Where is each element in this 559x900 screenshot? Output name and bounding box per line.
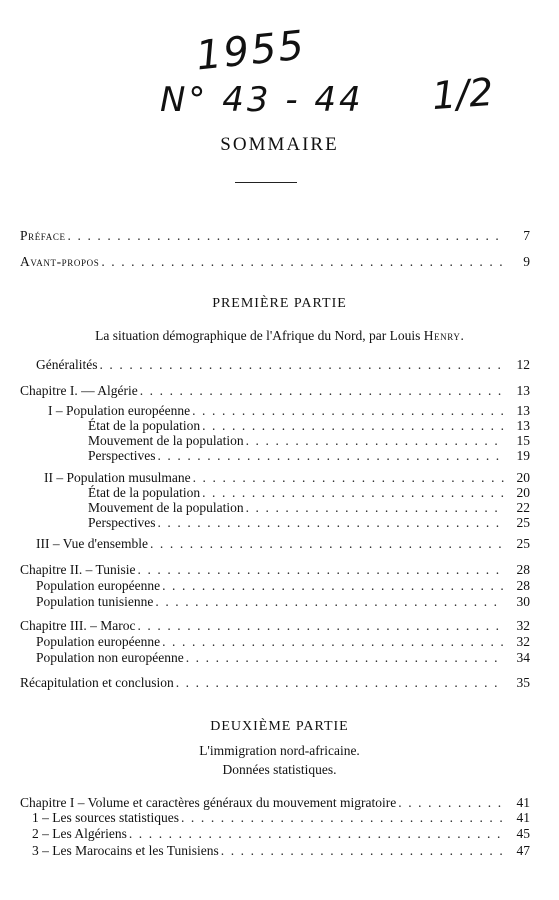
- leader-dots: [157, 448, 504, 464]
- toc-entry-page: 25: [516, 536, 530, 551]
- toc-entry-label: Généralités: [36, 357, 98, 372]
- leader-dots: [193, 470, 504, 486]
- toc-entry-label: 1 – Les sources statistiques: [32, 810, 179, 825]
- toc-entry: [36, 650, 530, 666]
- toc-entry: [36, 536, 530, 552]
- toc-entry-page: 7: [523, 228, 530, 243]
- toc-entry-label: 2 – Les Algériens: [32, 826, 127, 841]
- leader-dots: [192, 403, 504, 419]
- toc-entry-label: Chapitre I. — Algérie: [20, 383, 138, 398]
- toc-entry-page: 28: [516, 578, 530, 593]
- toc-entry-page: 35: [516, 675, 530, 690]
- toc-entry: [20, 675, 530, 691]
- part1-subtitle-text: La situation démographique de l'Afrique du Nord, par Louis: [95, 328, 424, 343]
- toc-entry: [44, 470, 530, 486]
- toc-entry-page: 28: [516, 562, 530, 577]
- leader-dots: [138, 562, 504, 578]
- toc-entry: [88, 418, 530, 434]
- toc-entry-avant-propos: [20, 254, 530, 270]
- toc-entry-page: 34: [516, 650, 530, 665]
- toc-entry: [88, 485, 530, 501]
- toc-entry-page: 20: [516, 470, 530, 485]
- toc-entry-page: 9: [523, 254, 530, 269]
- toc-entry-label: Population européenne: [36, 634, 161, 649]
- leader-dots: [99, 357, 504, 373]
- title-divider: [235, 182, 297, 183]
- toc-entry: [32, 826, 530, 842]
- leader-dots: [137, 618, 504, 634]
- page-title: SOMMAIRE: [220, 134, 339, 155]
- toc-entry-label: Population tunisienne: [36, 594, 154, 609]
- toc-entry-label: Mouvement de la population: [88, 500, 244, 515]
- part1-subtitle-end: .: [460, 328, 464, 343]
- toc-entry-label: III – Vue d'ensemble: [36, 536, 148, 551]
- handwritten-fraction: 1/2: [430, 69, 495, 119]
- part2-subtitle-line1: L'immigration nord-africaine.: [199, 743, 360, 758]
- toc-entry-chapter: [20, 618, 530, 634]
- toc-entry-chapter: [20, 795, 530, 811]
- leader-dots: [140, 383, 504, 399]
- part2-subtitle-line2: Données statistiques.: [222, 762, 337, 777]
- toc-entry-label: Préface: [20, 228, 66, 243]
- leader-dots: [155, 594, 504, 610]
- toc-entry: [48, 403, 530, 419]
- handwritten-year: 1955: [193, 22, 308, 80]
- leader-dots: [202, 418, 504, 434]
- toc-entry-label: État de la population: [88, 418, 201, 433]
- part1-subtitle-author: Henry: [423, 328, 461, 343]
- toc-entry-page: 13: [516, 418, 530, 433]
- toc-entry: [36, 578, 530, 594]
- toc-entry-page: 41: [516, 795, 530, 810]
- toc-entry-label: II – Population musulmane: [44, 470, 191, 485]
- toc-entry-chapter: [20, 562, 530, 578]
- toc-entry-page: 20: [516, 485, 530, 500]
- toc-entry-page: 45: [516, 826, 530, 841]
- toc-entry-page: 25: [516, 515, 530, 530]
- handwritten-issue-number: N° 43 - 44: [160, 80, 364, 120]
- toc-entry: [36, 634, 530, 650]
- toc-entry-page: 32: [516, 634, 530, 649]
- toc-entry-page: 12: [516, 357, 530, 372]
- leader-dots: [162, 634, 504, 650]
- toc-entry-label: Chapitre I – Volume et caractères généraux du mouvement migratoire: [20, 795, 397, 810]
- leader-dots: [176, 675, 504, 691]
- toc-entry-label: Population européenne: [36, 578, 161, 593]
- toc-entry-page: 30: [516, 594, 530, 609]
- leader-dots: [129, 826, 504, 842]
- toc-entry-label: État de la population: [88, 485, 201, 500]
- toc-entry: [36, 357, 530, 373]
- leader-dots: [181, 810, 504, 826]
- toc-entry: [88, 515, 530, 531]
- toc-entry-preface: [20, 228, 530, 244]
- toc-entry-label: Récapitulation et conclusion: [20, 675, 174, 690]
- toc-entry-page: 47: [516, 843, 530, 858]
- toc-entry-page: 22: [516, 500, 530, 515]
- toc-entry-label: Perspectives: [88, 515, 156, 530]
- part1-heading: PREMIÈRE PARTIE: [212, 296, 347, 311]
- leader-dots: [246, 433, 504, 449]
- toc-entry-label: Perspectives: [88, 448, 156, 463]
- toc-entry-page: 41: [516, 810, 530, 825]
- toc-entry: [88, 500, 530, 516]
- toc-entry-label: Population non européenne: [36, 650, 184, 665]
- toc-entry-label: Mouvement de la population: [88, 433, 244, 448]
- leader-dots: [221, 843, 504, 859]
- toc-entry-page: 13: [516, 383, 530, 398]
- leader-dots: [186, 650, 504, 666]
- leader-dots: [150, 536, 504, 552]
- part2-heading: DEUXIÈME PARTIE: [210, 719, 349, 734]
- toc-entry-page: 15: [516, 433, 530, 448]
- part1-subtitle: [0, 328, 559, 344]
- toc-entry-page: 13: [516, 403, 530, 418]
- toc-entry: [88, 433, 530, 449]
- leader-dots: [398, 795, 504, 811]
- toc-entry: [36, 594, 530, 610]
- toc-entry: [32, 810, 530, 826]
- toc-entry-label: 3 – Les Marocains et les Tunisiens: [32, 843, 219, 858]
- leader-dots: [202, 485, 504, 501]
- leader-dots: [157, 515, 504, 531]
- leader-dots: [68, 228, 504, 244]
- toc-entry-label: I – Population européenne: [48, 403, 191, 418]
- toc-entry-label: Avant-propos: [20, 254, 100, 269]
- toc-entry-label: Chapitre III. – Maroc: [20, 618, 136, 633]
- leader-dots: [162, 578, 504, 594]
- toc-entry-chapter: [20, 383, 530, 399]
- leader-dots: [246, 500, 504, 516]
- toc-entry: [88, 448, 530, 464]
- toc-entry-page: 32: [516, 618, 530, 633]
- toc-entry-label: Chapitre II. – Tunisie: [20, 562, 136, 577]
- toc-entry-page: 19: [516, 448, 530, 463]
- toc-entry: [32, 843, 530, 859]
- leader-dots: [101, 254, 504, 270]
